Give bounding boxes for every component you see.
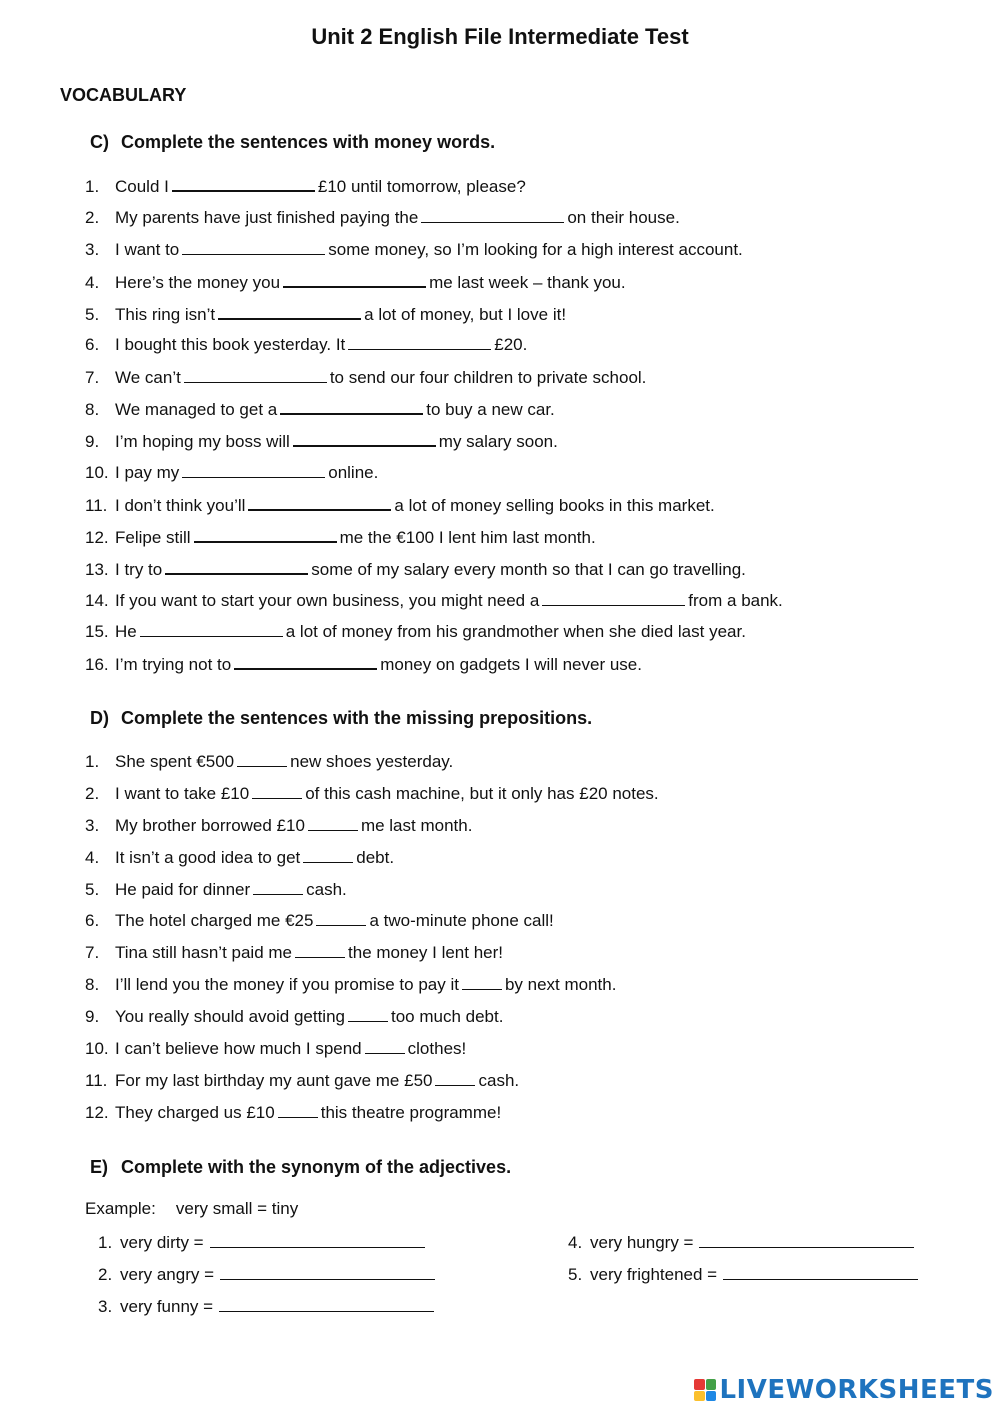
section-d-item — [85, 782, 659, 805]
logo-square — [706, 1379, 717, 1390]
item-number: 13. — [85, 560, 109, 579]
answer-blank[interactable] — [421, 206, 564, 223]
item-number: 14. — [85, 591, 109, 610]
section-d-item — [85, 846, 394, 869]
item-number: 1. — [85, 177, 100, 196]
section-c-heading — [90, 132, 495, 153]
item-text-before: Could I — [115, 177, 169, 196]
item-text-after: to buy a new car. — [426, 400, 555, 419]
item-text-before: For my last birthday my aunt gave me £50 — [115, 1071, 433, 1090]
logo-text: LIVEWORKSHEETS — [719, 1375, 994, 1405]
section-c-item — [85, 366, 646, 389]
section-c-item — [85, 620, 746, 643]
answer-blank[interactable] — [219, 1295, 434, 1312]
answer-blank[interactable] — [182, 238, 325, 255]
item-text-after: cash. — [478, 1071, 520, 1090]
item-text-after: cash. — [306, 880, 347, 899]
item-text-after: a lot of money selling books in this market. — [394, 496, 715, 515]
section-d-heading — [90, 708, 592, 729]
answer-blank[interactable] — [542, 589, 685, 606]
item-number: 2. — [85, 208, 100, 227]
item-text-after: a lot of money, but I love it! — [364, 305, 567, 324]
section-e-heading — [90, 1157, 511, 1178]
item-number: 2. — [98, 1265, 113, 1284]
answer-blank[interactable] — [295, 941, 345, 958]
section-e-item — [98, 1295, 437, 1317]
section-d-item — [85, 941, 503, 964]
answer-blank[interactable] — [308, 814, 358, 831]
item-text-before: I’m trying not to — [115, 655, 232, 674]
answer-blank[interactable] — [699, 1231, 914, 1248]
item-text: very dirty = — [120, 1233, 204, 1252]
item-number: 3. — [85, 816, 100, 835]
section-d-item — [85, 973, 616, 996]
item-text-after: some of my salary every month so that I can go travelling. — [311, 560, 746, 579]
item-text-before: This ring isn’t — [115, 305, 216, 324]
item-text-after: this theatre programme! — [320, 1103, 502, 1122]
section-e-item — [98, 1231, 428, 1253]
item-number: 3. — [85, 240, 100, 259]
item-text-before: I’ll lend you the money if you promise to pay it — [115, 975, 459, 994]
example-line — [85, 1199, 298, 1219]
example-label: Example: — [85, 1199, 156, 1218]
section-d-title: Complete the sentences with the missing prepositions. — [121, 708, 593, 728]
logo-badge-icon — [694, 1379, 716, 1401]
answer-blank[interactable] — [365, 1037, 405, 1054]
item-number: 5. — [85, 305, 100, 324]
item-text-before: If you want to start your own business, you might need a — [115, 591, 540, 610]
section-c-item — [85, 397, 555, 421]
section-d-item — [85, 1037, 466, 1060]
example-text: very small = tiny — [175, 1199, 299, 1218]
section-c-item — [85, 525, 596, 549]
answer-blank[interactable] — [218, 302, 361, 320]
item-text-before: I want to — [115, 240, 180, 259]
item-text-after: debt. — [356, 848, 395, 867]
item-number: 7. — [85, 368, 100, 387]
item-text-after: new shoes yesterday. — [290, 752, 454, 771]
section-c-item — [85, 557, 746, 581]
section-d-item — [85, 750, 453, 773]
section-e-item — [98, 1263, 438, 1285]
item-text-before: I’m hoping my boss will — [115, 432, 290, 451]
answer-blank[interactable] — [252, 782, 302, 799]
answer-blank[interactable] — [210, 1231, 425, 1248]
section-c-item — [85, 206, 680, 229]
answer-blank[interactable] — [280, 397, 423, 415]
item-text-after: money on gadgets I will never use. — [380, 655, 642, 674]
item-text-after: to send our four children to private school. — [329, 368, 647, 387]
section-c-title: Complete the sentences with money words. — [121, 132, 496, 152]
item-text-before: You really should avoid getting — [115, 1007, 345, 1026]
item-number: 11. — [85, 1071, 108, 1090]
item-number: 11. — [85, 496, 108, 515]
answer-blank[interactable] — [182, 461, 325, 478]
item-text-before: My brother borrowed £10 — [115, 816, 305, 835]
item-number: 5. — [568, 1265, 583, 1284]
item-text-before: They charged us £10 — [115, 1103, 275, 1122]
item-text-after: a two-minute phone call! — [369, 911, 554, 930]
section-d-item — [85, 1069, 519, 1092]
item-text-before: My parents have just finished paying the — [115, 208, 419, 227]
answer-blank[interactable] — [278, 1101, 318, 1118]
item-number: 6. — [85, 911, 100, 930]
item-text-before: I try to — [115, 560, 163, 579]
item-text: very frightened = — [590, 1265, 718, 1284]
item-number: 4. — [85, 273, 100, 292]
item-number: 3. — [98, 1297, 113, 1316]
item-number: 10. — [85, 1039, 109, 1058]
section-c-item — [85, 429, 558, 453]
item-number: 10. — [85, 463, 109, 482]
item-number: 4. — [568, 1233, 583, 1252]
item-text-after: some money, so I’m looking for a high interest account. — [328, 240, 743, 259]
item-text-after: on their house. — [567, 208, 680, 227]
answer-blank[interactable] — [316, 909, 366, 926]
item-text-after: too much debt. — [390, 1007, 504, 1026]
answer-blank[interactable] — [234, 652, 377, 670]
item-number: 9. — [85, 1007, 100, 1026]
item-number: 12. — [85, 528, 109, 547]
section-c-item — [85, 461, 378, 484]
answer-blank[interactable] — [172, 174, 315, 192]
section-c-item — [85, 493, 715, 517]
item-text-after: £20. — [494, 335, 528, 354]
item-text-before: I pay my — [115, 463, 180, 482]
item-text-before: Felipe still — [115, 528, 191, 547]
logo-square — [694, 1379, 705, 1390]
section-d-letter: D) — [90, 708, 109, 728]
item-number: 9. — [85, 432, 100, 451]
item-number: 16. — [85, 655, 109, 674]
item-number: 1. — [98, 1233, 113, 1252]
answer-blank[interactable] — [293, 429, 436, 447]
answer-blank[interactable] — [253, 878, 303, 895]
item-text-before: We can’t — [115, 368, 181, 387]
section-c-item — [85, 270, 626, 294]
item-text-before: Here’s the money you — [115, 273, 281, 292]
item-text-after: online. — [328, 463, 379, 482]
answer-blank[interactable] — [348, 333, 491, 350]
item-number: 15. — [85, 622, 109, 641]
section-d-item — [85, 1005, 503, 1028]
item-text-after: £10 until tomorrow, please? — [317, 177, 526, 196]
page-title: Unit 2 English File Intermediate Test — [311, 24, 689, 49]
item-text: very funny = — [120, 1297, 214, 1316]
answer-blank[interactable] — [303, 846, 353, 863]
item-text-before: We managed to get a — [115, 400, 278, 419]
section-c-letter: C) — [90, 132, 109, 152]
section-d-item — [85, 1101, 501, 1124]
item-text-after: from a bank. — [688, 591, 783, 610]
section-c-item — [85, 333, 527, 356]
answer-blank[interactable] — [165, 557, 308, 575]
answer-blank[interactable] — [348, 1005, 388, 1022]
item-number: 2. — [85, 784, 100, 803]
section-e-item — [568, 1263, 921, 1285]
item-text-after: a lot of money from his grandmother when she died last year. — [285, 622, 746, 641]
logo-square — [706, 1391, 717, 1402]
section-d-item — [85, 878, 347, 901]
section-c-item — [85, 238, 743, 261]
item-number: 8. — [85, 975, 100, 994]
section-d-item — [85, 909, 554, 932]
item-text-before: I want to take £10 — [115, 784, 250, 803]
item-text-before: The hotel charged me €25 — [115, 911, 314, 930]
answer-blank[interactable] — [283, 270, 426, 288]
item-number: 12. — [85, 1103, 109, 1122]
vocabulary-heading: VOCABULARY — [60, 85, 187, 105]
answer-blank[interactable] — [435, 1069, 475, 1086]
answer-blank[interactable] — [237, 750, 287, 767]
item-text-before: He — [115, 622, 137, 641]
answer-blank[interactable] — [462, 973, 502, 990]
item-number: 1. — [85, 752, 100, 771]
item-text-before: She spent €500 — [115, 752, 235, 771]
section-c-item — [85, 174, 526, 198]
answer-blank[interactable] — [184, 366, 327, 383]
answer-blank[interactable] — [194, 525, 337, 543]
section-c-item — [85, 302, 566, 326]
item-text-before: It isn’t a good idea to get — [115, 848, 301, 867]
answer-blank[interactable] — [723, 1263, 918, 1280]
answer-blank[interactable] — [140, 620, 283, 637]
logo-square — [694, 1391, 705, 1402]
item-text: very angry = — [120, 1265, 215, 1284]
section-d-item — [85, 814, 472, 837]
item-text-after: clothes! — [407, 1039, 467, 1058]
item-number: 5. — [85, 880, 100, 899]
item-text-after: me last month. — [360, 816, 473, 835]
item-text-before: He paid for dinner — [115, 880, 251, 899]
item-text-after: the money I lent her! — [348, 943, 503, 962]
item-text-before: Tina still hasn’t paid me — [115, 943, 293, 962]
section-e-item — [568, 1231, 917, 1253]
liveworksheets-logo — [694, 1375, 994, 1405]
item-text-before: I don’t think you’ll — [115, 496, 246, 515]
item-text-before: I bought this book yesterday. It — [115, 335, 346, 354]
item-number: 8. — [85, 400, 100, 419]
item-number: 4. — [85, 848, 100, 867]
item-text-after: by next month. — [504, 975, 617, 994]
section-e-letter: E) — [90, 1157, 108, 1177]
item-text: very hungry = — [590, 1233, 694, 1252]
item-text-after: me last week – thank you. — [429, 273, 626, 292]
answer-blank[interactable] — [220, 1263, 435, 1280]
section-e-title: Complete with the synonym of the adjectives. — [121, 1157, 512, 1177]
item-number: 7. — [85, 943, 100, 962]
item-text-before: I can’t believe how much I spend — [115, 1039, 362, 1058]
item-text-after: my salary soon. — [438, 432, 558, 451]
item-number: 6. — [85, 335, 100, 354]
section-c-item — [85, 652, 642, 676]
item-text-after: me the €100 I lent him last month. — [339, 528, 596, 547]
answer-blank[interactable] — [248, 493, 391, 511]
section-c-item — [85, 589, 783, 612]
item-text-after: of this cash machine, but it only has £20 notes. — [305, 784, 659, 803]
